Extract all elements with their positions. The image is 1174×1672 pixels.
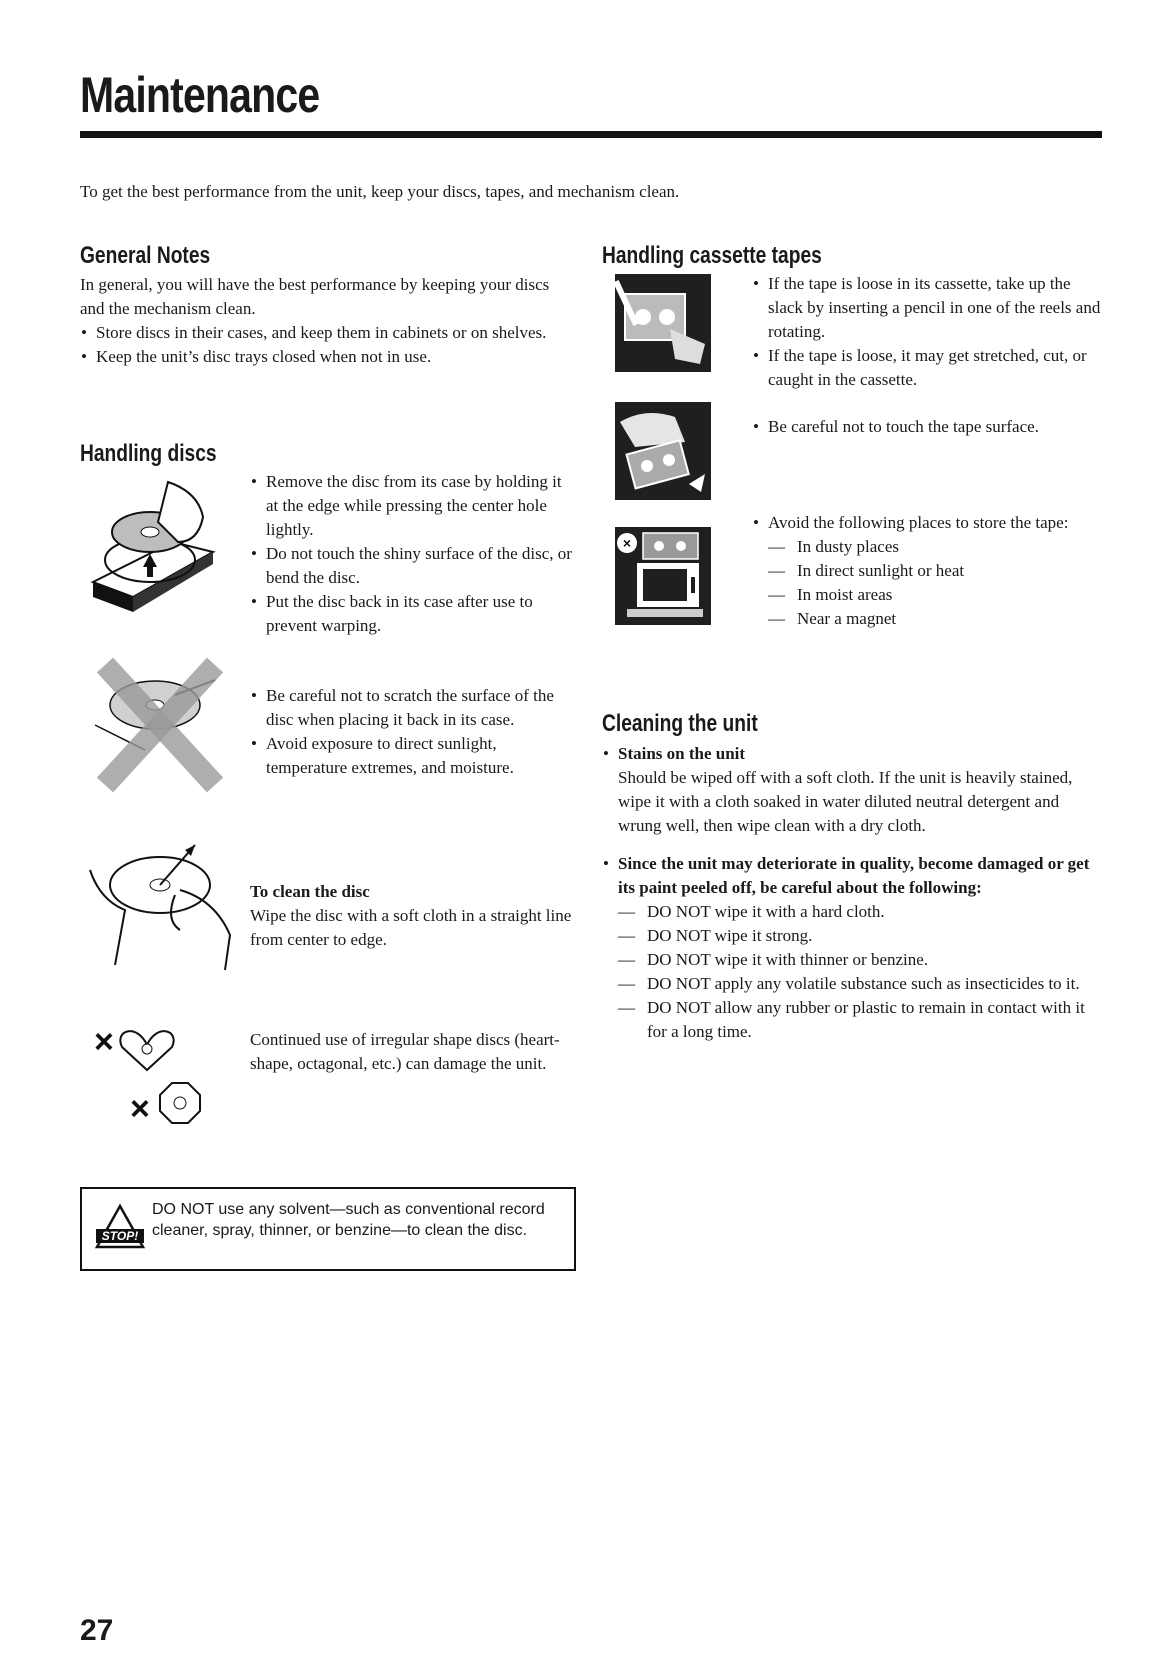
solvent-warning-text: DO NOT use any solvent—such as conventional record cleaner, spray, thinner, or benzine—to clean the disc. [152, 1201, 545, 1239]
general-notes-heading: General Notes [80, 242, 211, 269]
wiping-disc-illustration [85, 840, 235, 980]
list-item: • Be careful not to scratch the surface of the disc when placing it back in its case. [250, 684, 575, 732]
stains-text: Should be wiped off with a soft cloth. If the unit is heavily stained, wipe it with a cloth soaked in water diluted neutral detergent and wrung well, then wipe clean with a dry cloth. [618, 768, 1073, 835]
handling-tapes-group-2 [752, 415, 1102, 439]
stains-title: Stains on the unit [618, 744, 746, 763]
list-item: • Avoid exposure to direct sunlight, temperature extremes, and moisture. [250, 732, 575, 780]
solvent-warning-box [80, 1187, 576, 1271]
list-item: • Store discs in their cases, and keep them in cabinets or on shelves. [80, 321, 570, 345]
general-notes-list [80, 321, 570, 369]
svg-text:×: × [622, 535, 632, 551]
page-number: 27 [80, 1614, 114, 1647]
page-title: Maintenance [80, 67, 320, 123]
cleaning-unit-section [602, 742, 1102, 1044]
handling-discs-heading: Handling discs [80, 440, 217, 467]
list-item: — In direct sunlight or heat [768, 559, 1102, 583]
storage-intro: Avoid the following places to store the tape: [768, 513, 1069, 532]
list-item: • If the tape is loose in its cassette, take up the slack by inserting a pencil in one of the reels and rotating. [752, 272, 1102, 344]
list-item: — DO NOT wipe it with thinner or benzine. [618, 948, 1102, 972]
list-item: • Do not touch the shiny surface of the disc, or bend the disc. [250, 542, 575, 590]
handling-tapes-heading: Handling cassette tapes [602, 242, 822, 269]
list-item: • Put the disc back in its case after use to prevent warping. [250, 590, 575, 638]
deterioration-warning: Since the unit may deteriorate in quality, become damaged or get its paint peeled off, be careful about the following: [618, 854, 1090, 897]
stop-warning-icon [94, 1203, 146, 1255]
list-item: — Near a magnet [768, 607, 1102, 631]
irregular-discs-text: Continued use of irregular shape discs (heart-shape, octagonal, etc.) can damage the unit. [250, 1030, 560, 1073]
title-rule [80, 131, 1102, 138]
crossed-disc-illustration [85, 655, 235, 795]
cassette-storage-photo [615, 527, 711, 625]
handling-discs-group-1 [250, 470, 575, 638]
list-item: • If the tape is loose, it may get stretched, cut, or caught in the cassette. [752, 344, 1102, 392]
handling-tapes-group-1 [752, 272, 1102, 392]
list-item: • Be careful not to touch the tape surface. [752, 415, 1102, 439]
list-item: • Keep the unit’s disc trays closed when not in use. [80, 345, 570, 369]
list-item: • Remove the disc from its case by holding it at the edge while pressing the center hole lightly. [250, 470, 575, 542]
list-item [602, 852, 1102, 1044]
cassette-pencil-photo [615, 274, 711, 372]
cleaning-unit-heading: Cleaning the unit [602, 710, 758, 737]
list-item: — In dusty places [768, 535, 1102, 559]
irregular-discs-illustration [92, 1015, 232, 1135]
cassette-touch-photo [615, 402, 711, 500]
list-item [602, 742, 1102, 838]
list-item: — DO NOT wipe it strong. [618, 924, 1102, 948]
clean-disc-title: To clean the disc [250, 882, 370, 901]
svg-text:×: × [94, 1023, 114, 1061]
intro-text: To get the best performance from the unit, keep your discs, tapes, and mechanism clean. [80, 182, 680, 201]
handling-tapes-group-3 [752, 511, 1102, 631]
list-item: — In moist areas [768, 583, 1102, 607]
list-item [752, 511, 1102, 631]
disc-removal-illustration [88, 472, 218, 620]
clean-disc-section [250, 880, 575, 952]
general-notes-section [80, 273, 570, 369]
list-item: — DO NOT allow any rubber or plastic to remain in contact with it for a long time. [618, 996, 1102, 1044]
clean-disc-text: Wipe the disc with a soft cloth in a straight line from center to edge. [250, 906, 572, 949]
handling-discs-group-2 [250, 684, 575, 780]
svg-text:×: × [130, 1090, 150, 1128]
svg-text:STOP!: STOP! [101, 1229, 139, 1243]
general-notes-paragraph: In general, you will have the best performance by keeping your discs and the mechanism clean. [80, 275, 550, 318]
list-item: — DO NOT apply any volatile substance such as insecticides to it. [618, 972, 1102, 996]
list-item: — DO NOT wipe it with a hard cloth. [618, 900, 1102, 924]
